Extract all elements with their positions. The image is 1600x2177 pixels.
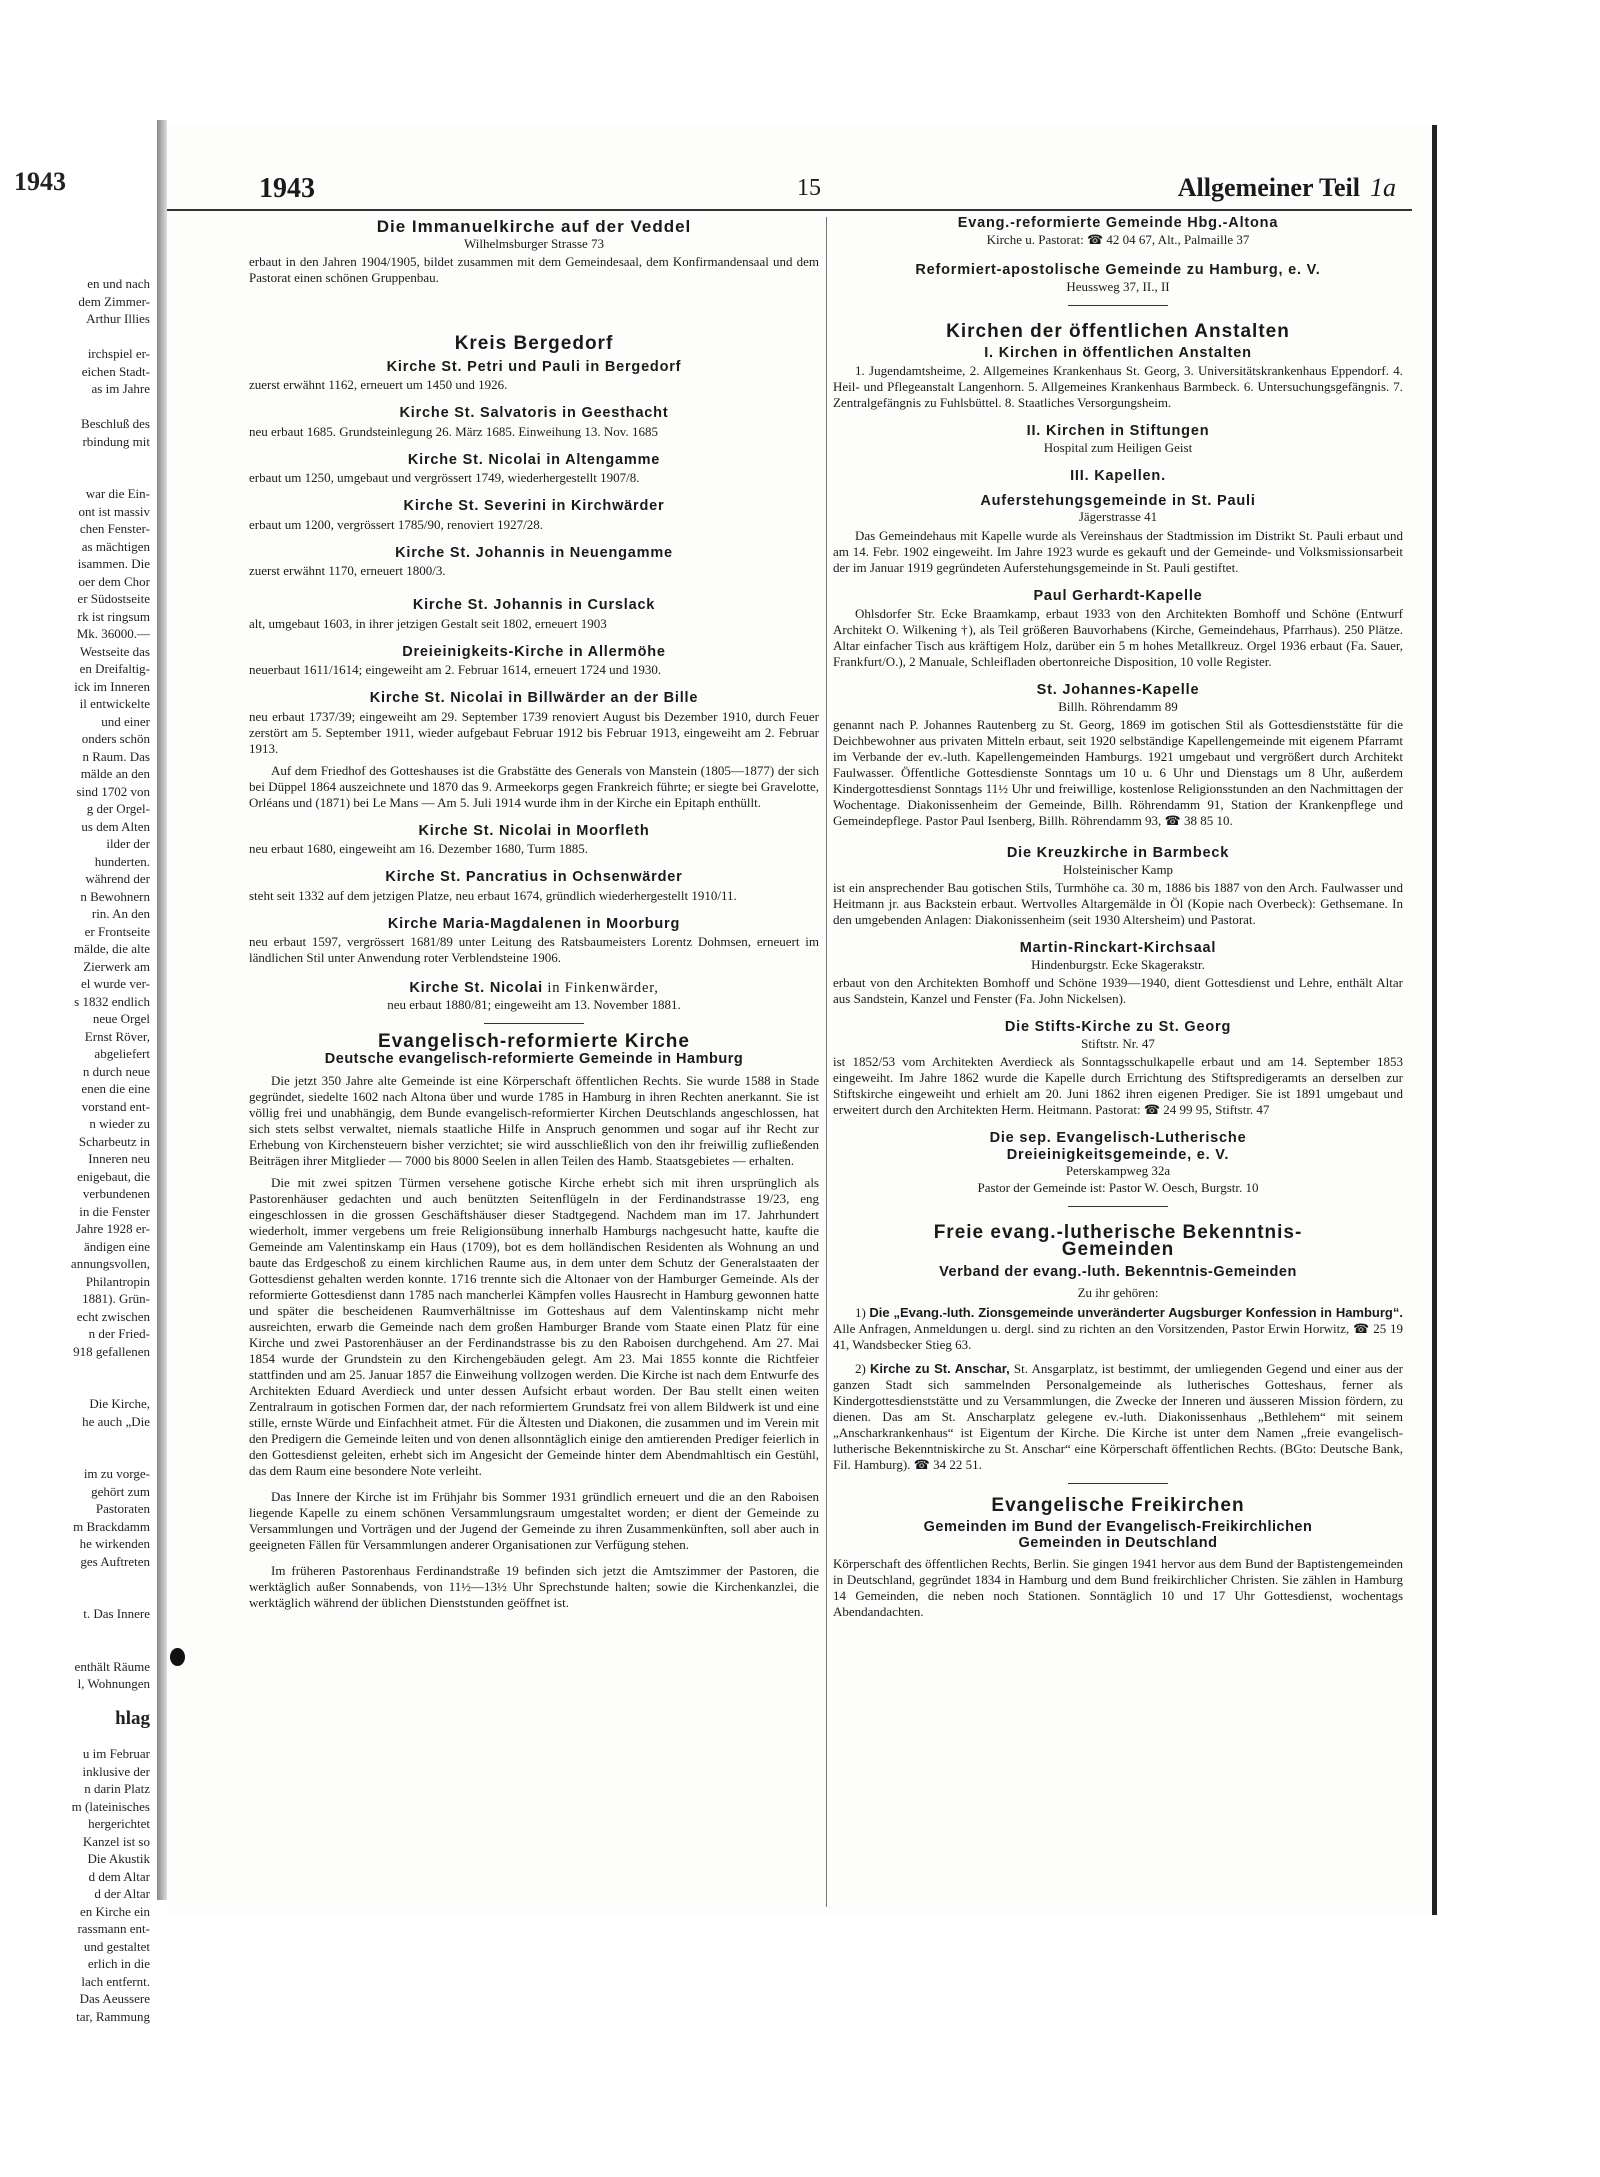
previous-page-line: mälde, die alte [73, 941, 150, 956]
previous-page-line: as mächtigen [81, 538, 150, 554]
previous-page-line: und gestaltet [83, 1938, 150, 1954]
freikirchen-text: Körperschaft des öffentlichen Rechts, Berlin. Sie gingen 1941 hervor aus dem Bund der Baptistengemeinden in Deutschland, gegründet 1834 in Hamburg und dem Bund freikirchlicher Christen. Sie zählen in Hamburg 14 Gemeinden, die neben noch Stationen. Sonntäglich 10 und 17 Uhr Gottesdienst, wochentags Abendandachten. [833, 1555, 1403, 1619]
church-entry-finkenwaerder [249, 980, 819, 1024]
church-text: neu erbaut 1737/39; eingeweiht am 29. September 1739 renoviert August bis Dezember 1910, durch Feuer zerstört am 5. September 1911, wieder aufgebaut Februar 1912 bis Februar 1913, eingeweiht am 2. Februar 1913. [249, 708, 819, 756]
previous-page-line: ont ist massiv [78, 503, 150, 519]
page-number: 15 [797, 175, 821, 201]
previous-page-line: t. Das Innere [83, 1606, 150, 1621]
previous-page-line: er Südostseite [77, 591, 150, 606]
item-title: Die „Evang.-luth. Zionsgemeinde unveränderter Augsburger Konfession in Hamburg“. [869, 1305, 1403, 1320]
immanuel-address: Wilhelmsburger Strasse 73 [463, 235, 605, 251]
previous-page-line: enen die eine [81, 1081, 150, 1096]
church-text: zuerst erwähnt 1170, erneuert 1800/3. [249, 563, 446, 578]
previous-page-line: en und nach [87, 276, 150, 291]
previous-page-line: 918 gefallenen [73, 1343, 150, 1359]
freikirchen-subheading-2: Gemeinden in Deutschland [1018, 1535, 1218, 1551]
bekenntnis-item-2 [833, 1361, 1403, 1473]
previous-page-line: ick im Inneren [74, 678, 150, 694]
previous-page-line: Die Kirche, [89, 1396, 150, 1411]
bekenntnis-heading-2: Gemeinden [1061, 1238, 1175, 1260]
previous-page-line: er Frontseite [84, 923, 150, 939]
item-text: Alle Anfragen, Anmeldungen u. dergl. sind zu richten an den Vorsitzenden, Pastor Erwin Horwitz, ☎ 25 19 41, Wandsbecker Stieg 63. [833, 1321, 1403, 1352]
section-title [1178, 173, 1396, 203]
anstalten-sub2-text: Hospital zum Heiligen Geist [1043, 439, 1193, 455]
previous-page-line: verbundenen [82, 1186, 150, 1201]
previous-page-line: hlag [115, 1708, 150, 1729]
previous-page-line: Kanzel ist so [82, 1833, 150, 1849]
previous-page-line: neue Orgel [92, 1011, 150, 1026]
church-name-bold: Kirche St. Nicolai [409, 980, 543, 996]
previous-page-line: Ernst Röver, [84, 1028, 150, 1044]
previous-page-line: n wieder zu [89, 1116, 150, 1131]
church-entry [249, 405, 819, 440]
bekenntnis-item-1 [833, 1305, 1403, 1353]
church-entry [249, 823, 819, 858]
previous-page-line: Die Akustik [87, 1851, 150, 1866]
item-text: St. Ansgarplatz, ist bestimmt, der umliegenden Gegend und einer aus der ganzen Stadt sich sammelnden Personalgemeinde als lutherisches Gotteshaus, ferner als Kindergottesdienststätte und zu Versammlungen, die Zwecke der Inneren und äusseren Mission fördern, zu dienen. Das am St. Anscharplatz gelegene ev.-luth. Diakonissenhaus „Bethlehem“ mit seinem „Anscharkrankenhaus“ ist Eigentum der Kirche. Die Kirche ist unter dem Namen „freie evangelisch-lutherische Bekenntniskirche zu St. Anschar“ eine Körperschaft öffentlichen Rechts. (BGto: Deutsche Bank, Fil. Hamburg). ☎ 34 22 51. [833, 1361, 1403, 1472]
church-text: neu erbaut 1880/81; eingeweiht am 13. November 1881. [387, 996, 681, 1012]
page-header [167, 173, 1412, 211]
document-page [167, 125, 1437, 1915]
separator-rule [484, 1023, 584, 1024]
previous-page-line: Arthur Illies [86, 311, 150, 326]
church-entry [249, 452, 819, 487]
book-gutter [157, 120, 167, 1900]
previous-page-line: erlich in die [87, 1956, 150, 1971]
previous-page-line: mälde an den [80, 766, 150, 781]
previous-page-line: Scharbeutz in [78, 1133, 150, 1149]
church-name [249, 980, 819, 997]
previous-page-line: Jahre 1928 er- [75, 1221, 150, 1236]
header-year: 1943 [259, 173, 315, 204]
johannes-address: Billh. Röhrendamm 89 [1058, 698, 1178, 714]
church-entry [249, 869, 819, 904]
previous-page-line: d dem Altar [88, 1868, 150, 1884]
previous-page-line: l, Wohnungen [77, 1676, 150, 1691]
church-name: Kirche St. Pancratius in Ochsenwärder [385, 869, 683, 885]
church-name: Kirche St. Johannis in Curslack [412, 597, 656, 613]
previous-page-line: echt zwischen [76, 1308, 150, 1324]
previous-page-fragment [0, 125, 158, 2024]
previous-page-line: as im Jahre [91, 381, 150, 396]
church-entry-billwaerder [249, 690, 819, 811]
church-text: steht seit 1332 auf dem jetzigen Platze, neu erbaut 1674, gründlich wiederhergestellt 1910/11. [249, 887, 737, 903]
gerhardt-text: Ohlsdorfer Str. Ecke Braamkamp, erbaut 1933 von den Architekten Bomhoff und Schöne (Entwurf Architekt O. Wilkening †), als Teil größeren Bauvorhabens (Kirche, Gemeindehaus, Pfarrhaus). 250 Plätze. Altar einfacher Tisch aus kräftigem Holz, darüber ein 5 m hohes Metallkreuz. Orgel 1936 erbaut (Fa. Sauer, Frankfurt/O.), 2 Manuale, Schleifladen obertonreiche Disposition, 10 volle Register. [833, 606, 1403, 669]
previous-page-line: inklusive der [82, 1763, 150, 1779]
separator-rule [1068, 1483, 1168, 1484]
previous-page-line: irchspiel er- [87, 346, 150, 361]
church-text: zuerst erwähnt 1162, erneuert um 1450 und 1926. [249, 377, 508, 392]
previous-page-line: und einer [101, 713, 150, 729]
previous-page-line: n Raum. Das [82, 748, 150, 764]
section-suffix: 1a [1370, 173, 1396, 202]
anstalten-sub2: II. Kirchen in Stiftungen [1026, 423, 1210, 439]
previous-page-line: rk ist ringsum [77, 608, 150, 624]
previous-page-line: rbindung mit [82, 433, 150, 449]
church-text: neu erbaut 1597, vergrössert 1681/89 unter Leitung des Ratsbaumeisters Lorentz Dohmsen, erneuert im ländlichen Stil unter Anwendung roter Verblendsteine 1906. [249, 934, 819, 965]
previous-page-line: he auch „Die [82, 1413, 150, 1429]
previous-page-year: 1943 [14, 167, 66, 196]
church-entry [249, 545, 819, 580]
altona-name: Evang.-reformierte Gemeinde Hbg.-Altona [957, 215, 1279, 231]
gerhardt-name: Paul Gerhardt-Kapelle [1033, 587, 1203, 604]
previous-page-line: ändigen eine [83, 1238, 150, 1254]
auferstehung-address: Jägerstrasse 41 [1078, 509, 1158, 524]
previous-page-line: Das Aeussere [79, 1991, 150, 2006]
previous-page-line: war die Ein- [85, 486, 150, 501]
item-number: 1) [855, 1305, 870, 1320]
apostolisch-name: Reformiert-apostolische Gemeinde zu Hamburg, e. V. [915, 262, 1321, 278]
separiert-name-2: Dreieinigkeitsgemeinde, e. V. [1006, 1146, 1230, 1163]
separiert-address: Peterskampweg 32a [1065, 1163, 1171, 1178]
rinckart-name: Martin-Rinckart-Kirchsaal [1019, 940, 1217, 956]
previous-page-line: s 1832 endlich [74, 993, 150, 1009]
church-text: erbaut um 1200, vergrössert 1785/90, renoviert 1927/28. [249, 516, 544, 532]
church-name: Kirche St. Nicolai in Moorfleth [418, 822, 650, 839]
previous-page-line: während der [85, 871, 150, 886]
altona-text: Kirche u. Pastorat: ☎ 42 04 67, Alt., Palmaille 37 [986, 231, 1250, 247]
left-column [249, 219, 819, 1611]
previous-page-line: n Bewohnern [80, 888, 150, 904]
kreuz-name: Die Kreuzkirche in Barmbeck [1006, 845, 1230, 861]
bekenntnis-belong: Zu ihr gehören: [1077, 1284, 1159, 1300]
right-column [833, 215, 1403, 1620]
previous-page-line: rassmann ent- [77, 1921, 150, 1936]
church-name: Kirche St. Johannis in Neuengamme [395, 544, 673, 561]
previous-page-line: tar, Rammung [76, 2008, 150, 2024]
church-text-grave: Auf dem Friedhof des Gotteshauses ist die Grabstätte des Generals von Manstein (1805—1877) der sich bei Düppel 1864 auszeichnete und 1870 das 9. Armeekorps gegen Frankreich führte; er siegte bei Gravelotte, Orléans und (1871) bei Le Mans — Am 5. Juli 1914 wurde ihm in der Kirche ein Epitaph enthüllt. [249, 762, 819, 810]
ink-blot [170, 1648, 185, 1666]
anstalten-sub1: I. Kirchen in öffentlichen Anstalten [984, 344, 1252, 361]
stift-name: Die Stifts-Kirche zu St. Georg [1004, 1019, 1232, 1035]
previous-page-line: isammen. Die [77, 556, 150, 571]
previous-page-line: d der Altar [94, 1886, 150, 1901]
previous-page-line: Pastoraten [95, 1501, 150, 1516]
previous-page-line: sind 1702 von [76, 783, 150, 799]
church-text: neuerbaut 1611/1614; eingeweiht am 2. Februar 1614, erneuert 1724 und 1930. [249, 662, 662, 677]
previous-page-line: ilder der [106, 836, 150, 851]
previous-page-line: annungsvollen, [70, 1256, 150, 1271]
previous-page-line: im zu vorge- [83, 1466, 150, 1481]
kreuz-address: Holsteinischer Kamp [1062, 861, 1174, 877]
church-name: Kirche Maria-Magdalenen in Moorburg [387, 915, 681, 932]
reformiert-subheading: Deutsche evangelisch-reformierte Gemeinde in Hamburg [324, 1050, 744, 1067]
auferstehung-text: Das Gemeindehaus mit Kapelle wurde als Vereinshaus der Stadtmission im Distrikt St. Pauli erbaut und am 14. Febr. 1902 eingeweiht. Im Jahre 1923 wurde es gekauft und der Gemeinde- und Volksmissionsarbeit der im Januar 1919 gegründeten Auferstehungsgemeinde in St. Pauli gestiftet. [833, 527, 1403, 575]
johannes-name: St. Johannes-Kapelle [1036, 682, 1200, 698]
previous-page-line: m Brackdamm [73, 1518, 150, 1534]
church-text: erbaut um 1250, umgebaut und vergrössert 1749, wiederhergestellt 1907/8. [249, 470, 640, 485]
anstalten-sub3: III. Kapellen. [1070, 468, 1166, 484]
reformiert-paragraph: Das Innere der Kirche ist im Frühjahr bis Sommer 1931 gründlich erneuert und die an den Raboisen liegende Kapelle zu einem schönen Versammlungsraum umgestaltet worden; er dient der Gemeinde zu Versammlungen und Vorträgen und der Jugend der Gemeinde zu ihren Zusammenkünften, soll aber auch in geeigneten Fällen für Versammlungen anderer Organisationen zur Verfügung stehen. [249, 1489, 819, 1552]
church-entry [249, 644, 819, 679]
church-name: Kirche St. Petri und Pauli in Bergedorf [386, 358, 682, 375]
previous-page-line: Westseite das [79, 643, 150, 659]
previous-page-line: onders schön [81, 731, 150, 746]
church-name: Kirche St. Nicolai in Altengamme [407, 451, 661, 468]
previous-page-line: n darin Platz [84, 1781, 150, 1796]
kreuz-text: ist ein ansprechender Bau gotischen Stils, Turmhöhe ca. 30 m, 1886 bis 1887 von den Arch. Faulwasser und Heitmann jr. aus Backstein erbaut. Wertvolles Altargemälde in Öl (Kopie nach Overbeck): Gethsemane. In den umgebenden Anlagen: Diakonissenheim (seit 1930 Altersheim) und Pastorat. [833, 880, 1403, 927]
previous-page-line: in die Fenster [79, 1203, 150, 1219]
church-entry [249, 597, 819, 632]
johannes-text: genannt nach P. Johannes Rautenberg zu St. Georg, 1869 im gotischen Stil als Gottesdienststätte für die Deichbewohner aus privaten Mitteln erbaut, seit 1920 selbständige Kapellengemeinde mit eigenem Pfarramt im Verbande der ev.-luth. Kapellengemeinden Hamburgs. 1921 umgebaut und vergrößert durch Architekt Faulwasser. Öffentliche Gottesdienste Sonntags um 10 u. 6 Uhr und Dienstags um 8 Uhr, außerdem Kindergottesdienst Sonntags 11½ Uhr und freiwillige, kostenlose Religionsstunden an den Nachmittagen der Wochentage. Diakonissenheim der Gemeinde, Billh. Röhrendamm 91, Station der Krankenpflege und Gemeindepflege. Pastor Paul Isenberg, Billh. Röhrendamm 93, ☎ 38 85 10. [833, 717, 1403, 828]
column-divider [826, 217, 827, 1907]
church-name: Kirche St. Severini in Kirchwärder [403, 498, 665, 514]
previous-page-line: enigebaut, die [77, 1168, 150, 1184]
previous-page-line: gehört zum [91, 1483, 150, 1499]
previous-page-line: Inneren neu [88, 1151, 150, 1166]
previous-page-line: el wurde ver- [80, 976, 150, 991]
freikirchen-heading: Evangelische Freikirchen [991, 1495, 1245, 1516]
separiert-text: Pastor der Gemeinde ist: Pastor W. Oesch, Burgstr. 10 [977, 1179, 1259, 1195]
item-title: Kirche zu St. Anschar, [870, 1361, 1010, 1376]
reformiert-paragraph: Die mit zwei spitzen Türmen versehene gotische Kirche erhebt sich mit ihren ursprünglich als Pastorenhäuser gedachten und auch benützten Seitenflügeln in der Ferdinandstrasse 19/23, eng eingeschlossen in die grossen Geschäftshäuser dieser Stadtgegend. Nachdem man im 17. Jahrhundert wiederholt, immer vergebens um freie Religionsübung innerhalb Hamburgs nachgesucht hatte, kaufte die Gemeinde am Valentinskamp ein Haus (1709), bot es dem holländischen Residenten als Wohnung an und baute das Erdgeschoß zu einem kirchlichen Raume aus, in dem unter dem Schutz der Generalstaaten der Gottesdienst gehalten werden konnte. 1716 trennte sich die Altonaer von der Hamburger Gemeinde. Als der reformierte Gottesdienst dann 1785 nach mancherlei Kämpfen volles Hausrecht in Hamburg gewonnen hatte und später die bescheidenen Raumverhältnisse im Gotteshaus auf dem Valentinskamp nicht mehr ausreichten, erwarb die Gemeinde nach dem großen Hamburger Brande vom Staate einen Platz für eine Kirche und zwei Pastorenhäuser an der Ferdinandstrasse bis zu den Raboisen durchgehend. Am 27. Mai 1854 wurde der Grundstein zu den Kirchengebäuden gelegt. Am 23. Mai 1855 konnte die Richtfeier stattfinden und am 25. Januar 1857 die Einweihung vollzogen werden. Die Kirche ist nach dem Entwurfe des Architekten Eduard Averdieck und unter dessen Aufsicht erbaut worden. Der Bau stellt einen weiten Zentralraum in gotischen Formen dar, der nach reformiertem Grundsatz frei von allem Bildwerk ist und eine stille, ernste Würde und Einfachheit atmet. Für die Ältesten und Diakonen, die zusammen und im Verein mit den Predigern die Gemeinde leiten und von denen allsonntäglich einige den amtierenden Prediger feierlich in den Gottesdienst geleiten, erhebt sich im Angesicht der Gemeinde hinter dem Abendmahltisch ein Gestühl, das dem Raum eine besondere Note verleiht. [249, 1175, 819, 1478]
previous-page-line: en Dreifaltig- [79, 661, 150, 676]
previous-page-line: rin. An den [91, 906, 150, 921]
previous-page-line: hergerichtet [88, 1816, 150, 1831]
previous-page-line: he wirkenden [79, 1536, 150, 1551]
kreis-bergedorf-heading: Kreis Bergedorf [454, 333, 614, 354]
auferstehung-name: Auferstehungsgemeinde in St. Pauli [980, 492, 1256, 509]
previous-page-line: abgeliefert [94, 1046, 150, 1061]
previous-page-line: n durch neue [82, 1063, 150, 1079]
immanuel-title: Die Immanuelkirche auf der Veddel [376, 217, 692, 236]
church-text: neu erbaut 1680, eingeweiht am 16. Dezember 1680, Turm 1885. [249, 841, 589, 856]
previous-page-line: Mk. 36000.— [76, 626, 150, 641]
previous-page-line: Philantropin [85, 1273, 150, 1289]
previous-page-line: m (lateinisches [71, 1798, 150, 1814]
church-name: Kirche St. Nicolai in Billwärder an der Bille [369, 690, 699, 706]
freikirchen-subheading-1: Gemeinden im Bund der Evangelisch-Freikirchlichen [923, 1518, 1313, 1535]
previous-page-line: chen Fenster- [79, 521, 150, 536]
rinckart-address: Hindenburgstr. Ecke Skagerakstr. [1031, 956, 1205, 972]
previous-page-line: g der Orgel- [86, 801, 150, 816]
church-name: Kirche St. Salvatoris in Geesthacht [399, 405, 669, 421]
rinckart-text: erbaut von den Architekten Bomhoff und Schöne 1939—1940, dient Gottesdienst und Lehre, enthält Altar aus Sandstein, Kanzel und Fenster (Fa. John Nickelsen). [833, 975, 1403, 1006]
church-entry [249, 916, 819, 967]
reformiert-paragraph: Die jetzt 350 Jahre alte Gemeinde ist eine Körperschaft öffentlichen Rechts. Sie wurde 1588 in Stade gegründet, siedelte 1602 nach Altona über und wurde 1785 in Hamburg in ihren Rechten anerkannt. Sie ist völlig frei und unabhängig, dem Bunde evangelisch-reformierter Kirchen Deutschlands angeschlossen, hat sich stets selbst verwaltet, niemals staatliche Hilfe in Anspruch genommen und sogar auf ihr Recht zur Erhebung von Kirchensteuern bisher verzichtet; sie wird ausschließlich von den ihr freiwillig zufließenden Beiträgen ihrer Mitglieder — 7000 bis 8000 Seelen in allen Teilen des Hamb. Staatsgebietes — erhalten. [249, 1073, 819, 1168]
previous-page-line: oer dem Chor [78, 573, 150, 589]
item-number: 2) [855, 1361, 871, 1376]
previous-page-line: ges Auftreten [80, 1553, 150, 1569]
previous-page-line: eichen Stadt- [81, 363, 150, 379]
church-entry [249, 359, 819, 394]
previous-page-line: lach entfernt. [81, 1973, 150, 1989]
previous-page-line: en Kirche ein [79, 1903, 150, 1919]
section-name: Allgemeiner Teil [1177, 173, 1360, 202]
church-text: alt, umgebaut 1603, in ihrer jetzigen Gestalt seit 1802, erneuert 1903 [249, 615, 607, 631]
previous-page-line: n der Fried- [88, 1326, 150, 1341]
separator-rule [1068, 305, 1168, 306]
previous-page-line: Beschluß des [81, 416, 150, 431]
previous-page-line: vorstand ent- [81, 1098, 150, 1114]
church-name-place: in Finkenwärder, [542, 980, 659, 996]
separiert-name-1: Die sep. Evangelisch-Lutherische [989, 1130, 1247, 1146]
separator-rule [1068, 1206, 1168, 1207]
stift-text: ist 1852/53 vom Architekten Averdieck als Sonntagsschulkapelle erbaut und am 14. September 1853 eingeweiht. Im Jahre 1862 wurde die Kapelle durch Errichtung des Stiftspredigeramts an derselben zur Stiftskirche eingeweiht und erhielt am 20. Juni 1862 ihren eigenen Prediger. Sie ist 1891 umgebaut und erweitert durch den Architekten Herm. Heitmann. Pastorat: ☎ 24 99 95, Stiftstr. 47 [833, 1054, 1403, 1117]
previous-page-line: us dem Alten [81, 818, 150, 834]
church-entry [249, 498, 819, 533]
previous-page-line: il entwickelte [79, 696, 150, 711]
bekenntnis-heading-1: Freie evang.-lutherische Bekenntnis- [933, 1222, 1303, 1243]
church-text: neu erbaut 1685. Grundsteinlegung 26. März 1685. Einweihung 13. Nov. 1685 [249, 423, 658, 439]
anstalten-list: 1. Jugendamtsheime, 2. Allgemeines Krankenhaus St. Georg, 3. Universitätskrankenhaus Eppendorf. 4. Heil- und Pflegeanstalt Langenhorn. 5. Allgemeines Krankenhaus Barmbeck. 6. Untersuchungsgefängnis. 7. Zentralgefängnis zu Fuhlsbüttel. 8. Staatliches Versorgungsheim. [833, 363, 1403, 410]
previous-page-line: hunderten. [94, 853, 150, 869]
church-name: Dreieinigkeits-Kirche in Allermöhe [402, 643, 666, 660]
previous-page-line: enthält Räume [74, 1658, 150, 1674]
reformiert-paragraph: Im früheren Pastorenhaus Ferdinandstraße 19 befinden sich jetzt die Amtszimmer der Pastoren, die werktäglich außer Sonnabends, von 11½—13½ Uhr Sprechstunde halten; sowie die Kirchenkanzlei, die werktäglich während der üblichen Dienststunden geöffnet ist. [249, 1563, 819, 1610]
immanuel-text: erbaut in den Jahren 1904/1905, bildet zusammen mit dem Gemeindesaal, dem Konfirmandensaal und dem Pastorat einen schönen Gruppenbau. [249, 254, 819, 285]
bekenntnis-subheading: Verband der evang.-luth. Bekenntnis-Gemeinden [939, 1264, 1297, 1280]
previous-page-line: Zierwerk am [83, 958, 150, 974]
previous-page-line: u im Februar [82, 1746, 150, 1761]
apostolisch-text: Heussweg 37, II., II [1066, 278, 1170, 294]
anstalten-heading: Kirchen der öffentlichen Anstalten [946, 321, 1290, 342]
reformiert-heading: Evangelisch-reformierte Kirche [378, 1031, 690, 1052]
previous-page-line: 1881). Grün- [82, 1291, 150, 1306]
stift-address: Stiftstr. Nr. 47 [1081, 1035, 1155, 1051]
previous-page-line: dem Zimmer- [78, 293, 150, 309]
